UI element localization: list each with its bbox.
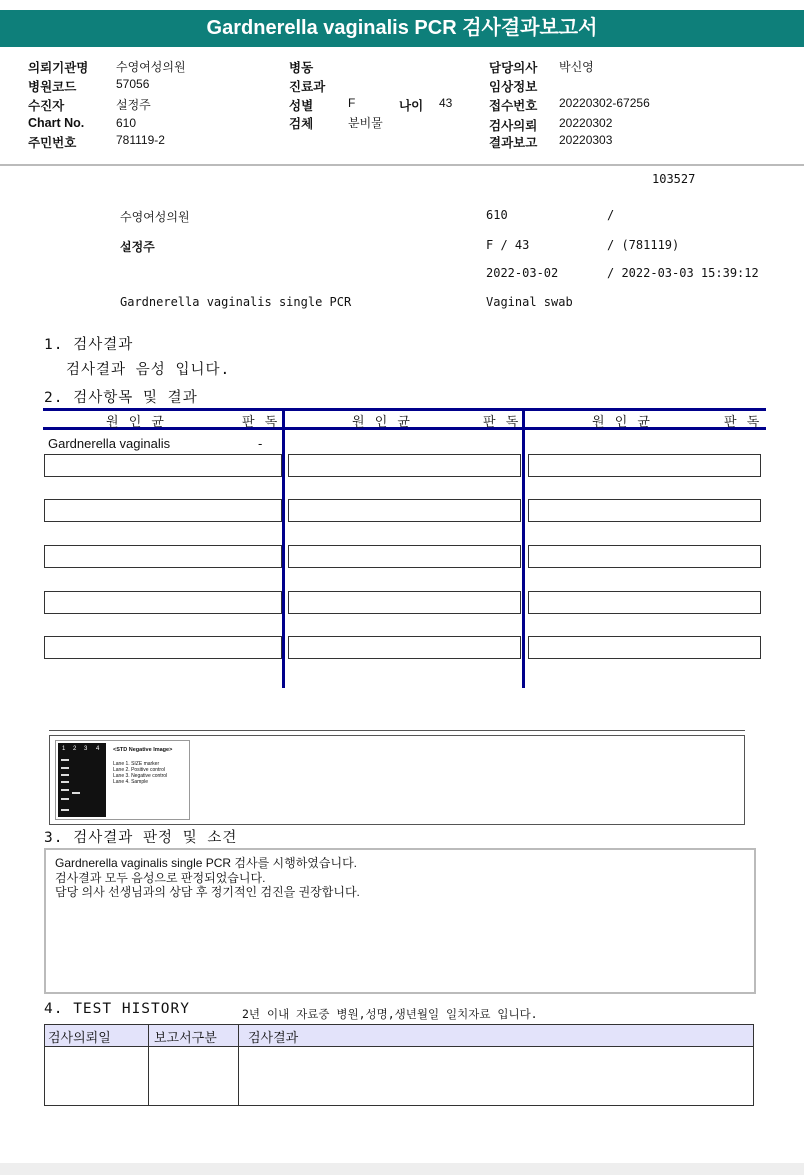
label-doctor: 담당의사: [489, 61, 538, 75]
history-col-report-type: 보고서구분: [154, 1031, 217, 1046]
header-divider: [0, 164, 804, 166]
summary-sep: /: [607, 208, 615, 222]
lane-number: 2: [73, 746, 77, 752]
value-doctor: 박신영: [559, 60, 594, 74]
pathogen-result: -: [258, 436, 263, 451]
summary-request-date: 2022-03-02: [486, 266, 559, 280]
empty-result-cell: [44, 545, 282, 568]
section1-result: 검사결과 음성 입니다.: [66, 362, 231, 378]
value-age: 43: [439, 96, 453, 110]
label-sex: 성별: [289, 99, 314, 113]
value-specimen: 분비물: [348, 116, 383, 130]
empty-result-cell: [288, 499, 521, 522]
label-receipt-no: 접수번호: [489, 99, 538, 113]
empty-result-cell: [528, 454, 761, 477]
section3-title: 3. 검사결과 판정 및 소견: [44, 830, 238, 846]
empty-result-cell: [528, 636, 761, 659]
gel-caption-line: Lane 4. Sample: [113, 779, 149, 785]
col-header-result-2: 판 독: [483, 415, 522, 430]
lane-number: 1: [62, 746, 66, 752]
label-specimen: 검체: [289, 117, 314, 131]
col-header-result-3: 판 독: [724, 415, 763, 430]
col-header-result-1: 판 독: [242, 415, 281, 430]
value-request-date: 20220302: [559, 116, 613, 130]
report-code: 103527: [652, 172, 696, 186]
summary-birth: / (781119): [607, 238, 680, 252]
section1-title: 1. 검사결과: [44, 337, 134, 353]
lane-number: 4: [96, 746, 100, 752]
empty-result-cell: [288, 591, 521, 614]
summary-specimen: Vaginal swab: [486, 295, 573, 309]
col-header-pathogen-1: 원 인 균: [106, 415, 167, 430]
col-header-pathogen-2: 원 인 균: [352, 415, 413, 430]
opinion-line: 담당 의사 선생님과의 상담 후 정기적인 검진을 권장합니다.: [55, 885, 360, 899]
gel-divider: [49, 730, 745, 731]
empty-result-cell: [288, 636, 521, 659]
history-col-result: 검사결과: [248, 1031, 299, 1046]
summary-chart-no: 610: [486, 208, 508, 222]
gel-electrophoresis-image: [55, 740, 190, 820]
section2-title: 2. 검사항목 및 결과: [44, 390, 198, 406]
value-sex: F: [348, 96, 356, 110]
history-note: 2년 이내 자료중 병원,성명,생년월일 일치자료 입니다.: [242, 1007, 538, 1021]
empty-result-cell: [44, 499, 282, 522]
page-footer: [0, 1163, 804, 1175]
value-resident-no: 781119-2: [116, 133, 165, 147]
value-report-date: 20220303: [559, 133, 613, 147]
empty-result-cell: [44, 591, 282, 614]
gel-caption-title: <STD Negative Image>: [113, 747, 173, 753]
label-request-date: 검사의뢰: [489, 119, 538, 133]
value-hospital: 수영여성의원: [116, 60, 186, 74]
summary-sex-age: F / 43: [486, 238, 530, 252]
empty-result-cell: [528, 499, 761, 522]
empty-result-cell: [288, 545, 521, 568]
opinion-box: [44, 848, 756, 994]
opinion-line: 검사결과 모두 음성으로 판정되었습니다.: [55, 870, 266, 885]
gel-caption-line: Lane 2. Positive control: [113, 767, 165, 773]
empty-result-cell: [44, 454, 282, 477]
label-report-date: 결과보고: [489, 136, 538, 150]
lane-number: 3: [84, 746, 88, 752]
summary-patient: 설정주: [120, 240, 155, 254]
label-hospital: 의뢰기관명: [28, 61, 89, 75]
pathogen-name: Gardnerella vaginalis: [48, 436, 171, 451]
gel-lanes: [58, 743, 106, 817]
label-age: 나이: [399, 99, 424, 113]
label-patient: 수진자: [28, 99, 65, 113]
summary-test-name: Gardnerella vaginalis single PCR: [120, 295, 352, 309]
value-hospital-code: 57056: [116, 77, 150, 91]
label-resident-no: 주민번호: [28, 136, 77, 150]
gel-caption-line: Lane 1. SIZE marker: [113, 761, 160, 767]
label-department: 진료과: [289, 80, 326, 94]
section4-title: 4. TEST HISTORY: [44, 1001, 190, 1017]
empty-result-cell: [528, 591, 761, 614]
summary-hospital: 수영여성의원: [120, 210, 190, 224]
label-chart-no: Chart No.: [28, 116, 85, 130]
empty-result-cell: [528, 545, 761, 568]
gel-caption-line: Lane 3. Negative control: [113, 773, 168, 779]
opinion-line: Gardnerella vaginalis single PCR 검사를 시행하였습니다.: [55, 856, 358, 870]
history-col-request-date: 검사의뢰일: [48, 1031, 111, 1046]
value-receipt-no: 20220302-67256: [559, 96, 650, 110]
empty-result-cell: [44, 636, 282, 659]
history-table: [44, 1024, 754, 1106]
value-chart-no: 610: [116, 116, 137, 130]
summary-report-datetime: / 2022-03-03 15:39:12: [607, 266, 759, 280]
label-clinical-info: 임상정보: [489, 80, 538, 94]
empty-result-cell: [288, 454, 521, 477]
col-header-pathogen-3: 원 인 균: [592, 415, 653, 430]
value-patient: 설정주: [116, 98, 151, 112]
report-title: Gardnerella vaginalis PCR 검사결과보고서: [0, 10, 804, 47]
label-ward: 병동: [289, 61, 314, 75]
label-hospital-code: 병원코드: [28, 80, 77, 94]
